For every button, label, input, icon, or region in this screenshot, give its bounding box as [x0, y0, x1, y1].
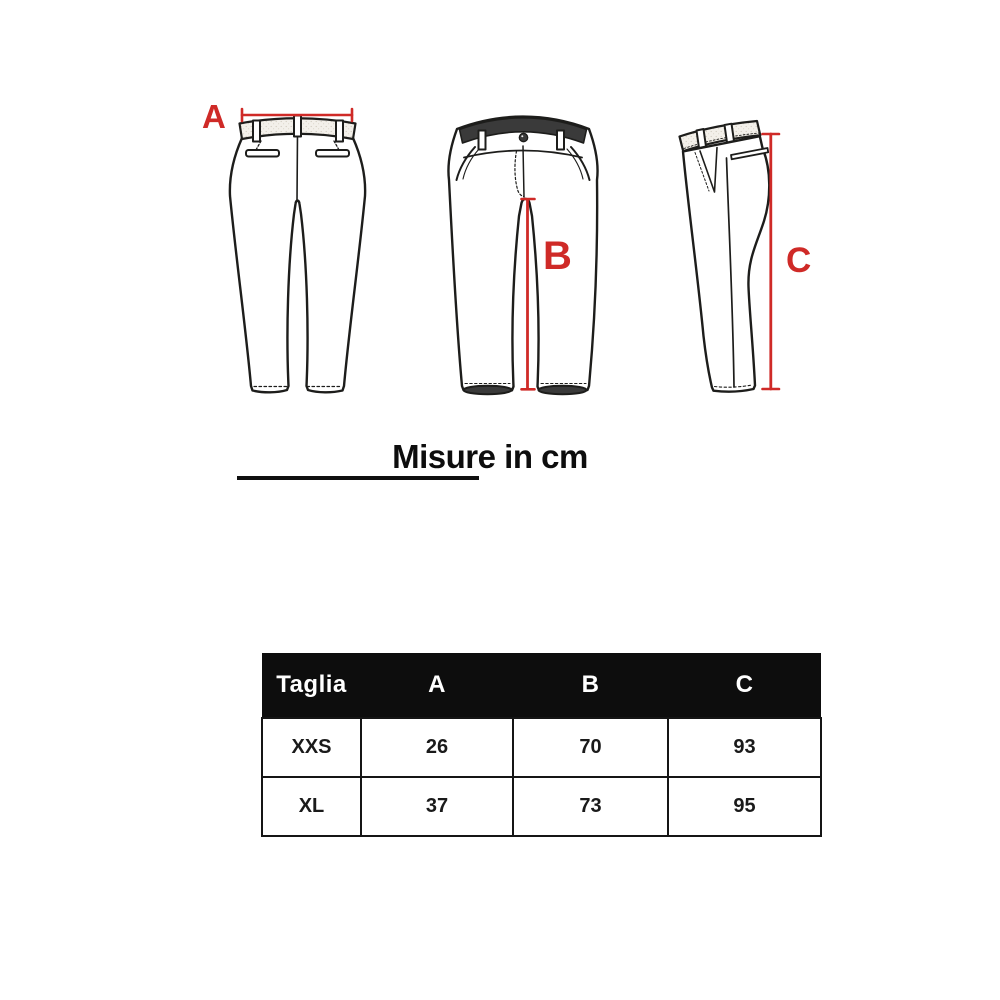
pants-back-view	[230, 109, 365, 392]
size-table	[261, 653, 822, 837]
belt-loop	[725, 124, 735, 143]
measure-a-cell: 37	[361, 777, 513, 836]
back-pocket	[316, 150, 349, 157]
page-title: Misure in cm	[392, 438, 588, 475]
measure-label-a: A	[202, 98, 226, 135]
measure-a-cell: 26	[361, 718, 513, 777]
belt-loop	[294, 116, 301, 137]
hem-opening	[539, 386, 587, 394]
column-header-c: C	[668, 653, 821, 718]
measure-label-b: B	[543, 234, 572, 278]
pants-side-view	[680, 121, 780, 392]
measure-c-cell: 95	[668, 777, 821, 836]
measure-b-cell: 73	[513, 777, 668, 836]
table-row-xl	[262, 777, 821, 836]
fly-seam	[523, 146, 524, 197]
belt-loop	[336, 121, 343, 142]
back-pocket	[246, 150, 279, 157]
pants-front-view	[448, 117, 597, 395]
column-header-a: A	[361, 653, 513, 718]
belt-loop	[697, 129, 707, 148]
center-back-seam	[297, 133, 298, 201]
size-name-cell: XL	[262, 777, 361, 836]
column-header-taglia: Taglia	[262, 653, 361, 718]
measure-b-cell: 70	[513, 718, 668, 777]
column-header-b: B	[513, 653, 668, 718]
measure-c-cell: 93	[668, 718, 821, 777]
pants-body	[683, 136, 769, 391]
button-dot	[521, 135, 523, 137]
pants-technical-drawings	[0, 0, 1000, 430]
size-table-header-row	[262, 653, 821, 718]
belt-loop	[253, 121, 260, 142]
belt-loop	[557, 131, 564, 150]
button	[519, 133, 527, 141]
table-row-xxs	[262, 718, 821, 777]
measure-label-c: C	[786, 241, 812, 280]
belt-loop	[479, 131, 486, 150]
size-name-cell: XXS	[262, 718, 361, 777]
title-underline	[237, 476, 479, 480]
hem-opening	[464, 386, 512, 394]
